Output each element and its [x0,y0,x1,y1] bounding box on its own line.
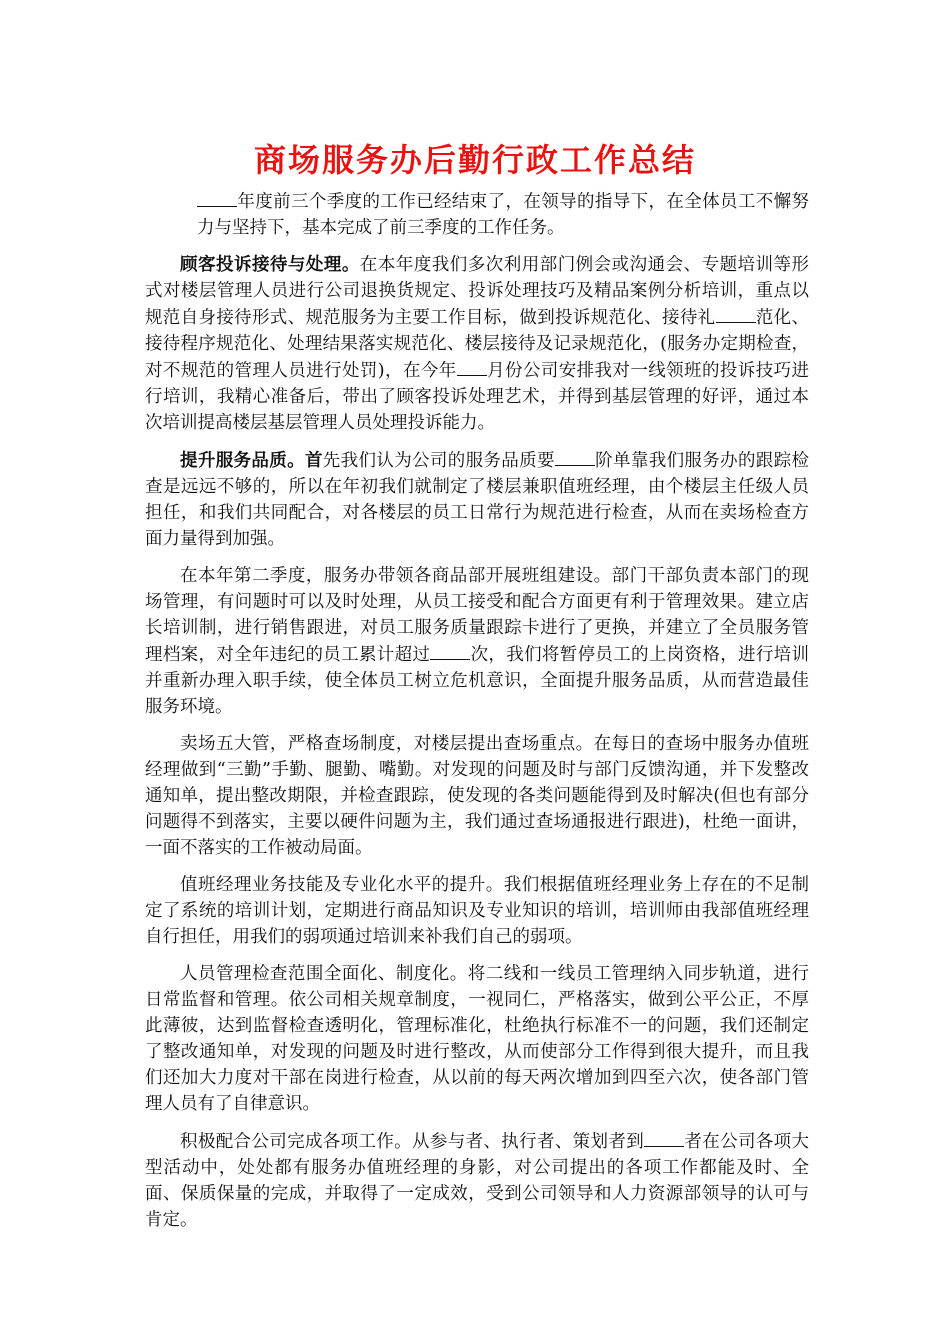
paragraph-team-building: 在本年第二季度，服务办带领各商品部开展班组建设。部门干部负责本部门的现场管理，有问题时可以及时处理，从员工接受和配合方面更有利于管理效果。建立店长培训制，进行销售跟进，对员工服务质量跟踪卡进行了更换，并建立了全员服务管理档案，对全年违纪的员工累计超过 次，我们将暂停员工的上岗资格，进行培训并重新办理入职手续，使全体员工树立危机意识，全面提升服务品质，从而营造最佳服务环境。 [145,566,810,717]
intro-paragraph: 年度前三个季度的工作已经结束了，在领导的指导下，在全体员工不懈努力与坚持下，基本完成了前三季度的工作任务。 [145,188,809,241]
blank-line [555,447,595,466]
paragraph-complaints: 顾客投诉接待与处理。在本年度我们多次利用部门例会或沟通会、专题培训等形式对楼层管理人员进行公司退换货规定、投诉处理技巧及精品案例分析培训，重点以规范自身接待形式、规范服务为主要工作目标，做到投诉规范化、接待礼 范化、接待程序规范化、处理结果落实规范化、楼层接待及记录规范化，(服务办定期检查，对不规范的管理人员进行处罚)，在今年 月份公司安排我对一线领班的投诉技巧进行培训，我精心准备后，带出了顾客投诉处理艺术，并得到基层管理的好评，通过本次培训提高楼层基层管理人员处理投诉能力。 [145,255,810,433]
paragraph-company-support: 积极配合公司完成各项工作。从参与者、执行者、策划者到 者在公司各项大型活动中，处处都有服务办值班经理的身影，对公司提出的各项工作都能及时、全面、保质保量的完成，并取得了一定成效，受到公司领导和人力资源部领导的认可与肯定。 [145,1128,809,1233]
paragraph-staff-management: 人员管理检查范围全面化、制度化。将二线和一线员工管理纳入同步轨道，进行日常监督和管理。依公司相关规章制度，一视同仁，严格落实，做到公平公正，不厚此薄彼，达到监督检查透明化，管理标准化，杜绝执行标准不一的问题，我们还制定了整改通知单，对发现的问题及时进行整改，从而使部分工作得到很大提升，而且我们还加大力度对干部在岗进行检查，从以前的每天两次增加到四至六次，使各部门管理人员有了自律意识。 [145,964,809,1114]
paragraph-heading: 提升服务品质。首 [180,451,323,471]
blank-line [457,357,487,376]
blank-line [197,188,237,207]
document-title: 商场服务办后勤行政工作总结 [253,141,696,179]
paragraph-training: 值班经理业务技能及专业化水平的提升。我们根据值班经理业务上存在的不足制定了系统的培训计划，定期进行商品知识及专业知识的培训，培训师由我部值班经理自行担任，用我们的弱项通过培训来补我们自己的弱项。 [145,875,809,947]
paragraph-heading: 顾客投诉接待与处理。 [180,255,360,275]
blank-line [644,1128,684,1147]
blank-line [430,641,470,660]
paragraph-inspection: 卖场五大管，严格查场制度，对楼层提出查场重点。在每日的查场中服务办值班经理做到“三勤”手勤、腿勤、嘴勤。对发现的问题及时与部门反馈沟通，并下发整改通知单，提出整改期限，并检查跟踪，使发现的各类问题能得到及时解决(但也有部分问题得不到落实，主要以硬件问题为主，我们通过查场通报进行跟进)，杜绝一面讲，一面不落实的工作被动局面。 [145,734,809,858]
document-body [145,188,809,1244]
blank-line [716,304,756,323]
paragraph-service-quality: 提升服务品质。首先我们认为公司的服务品质要 阶单靠我们服务办的跟踪检查是远远不够的，所以在年初我们就制定了楼层兼职值班经理，由个楼层主任级人员担任，和我们共同配合，对各楼层的员工日常行为规范进行检查，从而在卖场检查方面力量得到加强。 [145,447,809,552]
